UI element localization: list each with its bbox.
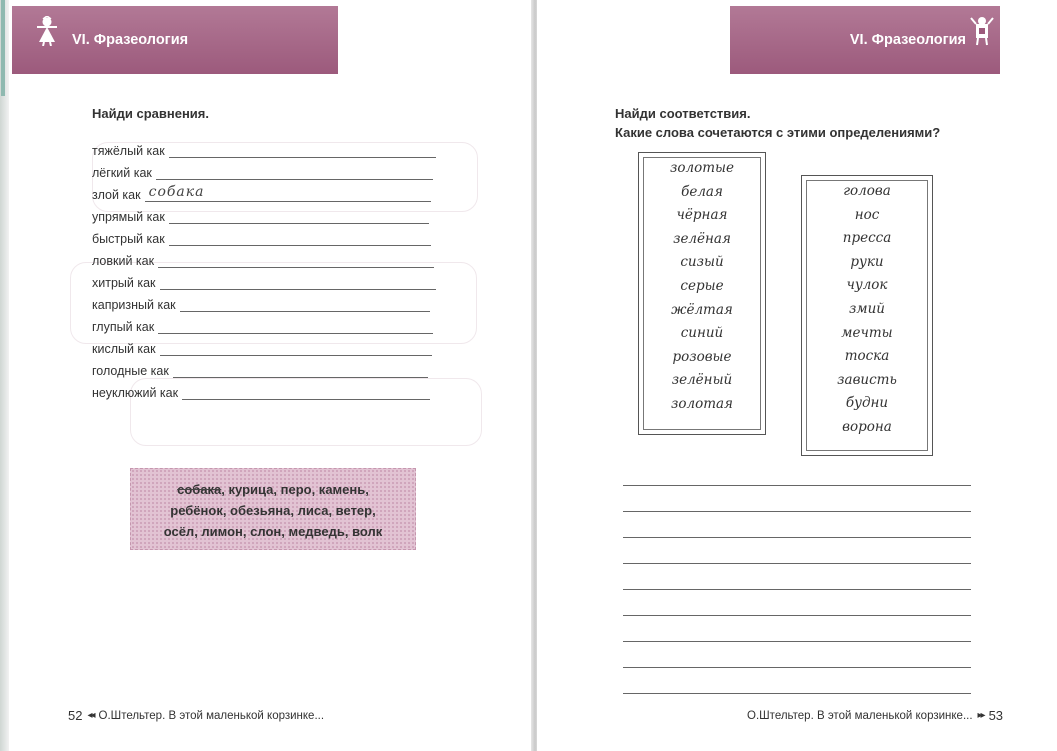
writing-line[interactable] bbox=[623, 511, 971, 512]
handwritten-answer: собака bbox=[148, 184, 205, 200]
answer-line[interactable] bbox=[169, 227, 431, 246]
left-header-title: VI. Фразеология bbox=[72, 32, 189, 48]
writing-line[interactable] bbox=[623, 537, 971, 538]
comparison-row: кислый как bbox=[92, 336, 432, 356]
comparison-row: лёгкий как bbox=[92, 160, 433, 180]
answer-line[interactable] bbox=[182, 381, 430, 400]
writing-line[interactable] bbox=[623, 485, 971, 486]
noun-word[interactable]: тоска bbox=[844, 348, 890, 365]
noun-word[interactable]: нос bbox=[854, 206, 880, 223]
adjective-word[interactable]: золотые bbox=[670, 160, 734, 176]
right-task-title: Найди соответствия. Какие слова сочетаются с этими определениями? bbox=[615, 106, 941, 140]
word-bank: собака, курица, перо, камень, ребёнок, обезьяна, лиса, ветер, осёл, лимон, слон, медведь, волк bbox=[130, 468, 416, 550]
right-footer bbox=[747, 708, 1003, 723]
comparison-row: быстрый как bbox=[92, 226, 431, 246]
noun-word[interactable]: мечты bbox=[841, 324, 893, 341]
comparison-row: капризный как bbox=[92, 292, 430, 312]
answer-line[interactable] bbox=[158, 315, 433, 334]
noun-word[interactable]: пресса bbox=[842, 230, 892, 247]
right-header bbox=[730, 6, 1000, 74]
answer-line[interactable] bbox=[160, 271, 436, 290]
writing-line[interactable] bbox=[623, 615, 971, 616]
left-task-title: Найди сравнения. bbox=[92, 106, 209, 121]
page-number: 53 bbox=[988, 708, 1004, 723]
comparison-row: упрямый как bbox=[92, 204, 429, 224]
answer-line[interactable] bbox=[145, 183, 431, 202]
adjective-word[interactable]: розовые bbox=[672, 348, 732, 365]
noun-word[interactable]: руки bbox=[850, 253, 884, 270]
comparison-row: глупый как bbox=[92, 314, 433, 334]
noun-word[interactable]: змий bbox=[849, 300, 885, 317]
comparison-row: голодные как bbox=[92, 358, 428, 378]
adjective-word[interactable]: зелёная bbox=[673, 230, 731, 247]
writing-line[interactable] bbox=[623, 667, 971, 668]
writing-line[interactable] bbox=[623, 589, 971, 590]
adjective-word[interactable]: жёлтая bbox=[671, 301, 733, 318]
struck-word: собака bbox=[177, 482, 222, 497]
doll-icon bbox=[34, 16, 60, 50]
comparison-row: неуклюжий как bbox=[92, 380, 430, 400]
back-arrows-icon: ◂◂ bbox=[87, 710, 94, 721]
comparison-row: злой как собака bbox=[92, 182, 431, 202]
comparison-row: ловкий как bbox=[92, 248, 434, 268]
writing-line[interactable] bbox=[623, 693, 971, 694]
noun-word[interactable]: будни bbox=[845, 395, 889, 412]
writing-line[interactable] bbox=[623, 563, 971, 564]
noun-word[interactable]: зависть bbox=[837, 371, 897, 388]
answer-line[interactable] bbox=[156, 161, 433, 180]
footer-text: О.Штельтер. В этой маленькой корзинке... bbox=[98, 709, 325, 722]
adjective-word[interactable]: золотая bbox=[670, 395, 733, 412]
page-number: 52 bbox=[68, 708, 83, 723]
comparison-row: тяжёлый как bbox=[92, 138, 436, 158]
adjective-word[interactable]: белая bbox=[681, 183, 723, 200]
forward-arrows-icon: ▸▸ bbox=[977, 710, 984, 721]
writing-line[interactable] bbox=[623, 641, 971, 642]
clown-icon bbox=[970, 16, 994, 50]
answer-line[interactable] bbox=[169, 205, 429, 224]
adjective-word[interactable]: сизый bbox=[680, 254, 724, 271]
noun-word[interactable]: голова bbox=[843, 183, 891, 199]
answer-line[interactable] bbox=[173, 359, 428, 378]
right-header-title: VI. Фразеология bbox=[849, 32, 966, 48]
noun-word[interactable]: ворона bbox=[842, 418, 892, 435]
nouns-column bbox=[801, 175, 933, 456]
left-footer bbox=[68, 708, 324, 723]
answer-line[interactable] bbox=[169, 139, 436, 158]
answer-line[interactable] bbox=[158, 249, 434, 268]
comparison-row: хитрый как bbox=[92, 270, 436, 290]
adjective-word[interactable]: серые bbox=[680, 277, 724, 294]
footer-text: О.Штельтер. В этой маленькой корзинке... bbox=[747, 709, 973, 722]
adjective-word[interactable]: синий bbox=[680, 325, 724, 342]
left-header bbox=[12, 6, 338, 74]
adjective-word[interactable]: зелёный bbox=[671, 372, 733, 389]
binding-strip bbox=[0, 0, 9, 751]
right-page bbox=[537, 0, 1057, 751]
answer-line[interactable] bbox=[180, 293, 430, 312]
adjective-word[interactable]: чёрная bbox=[676, 207, 728, 224]
noun-word[interactable]: чулок bbox=[846, 277, 888, 294]
adjectives-column bbox=[638, 152, 766, 435]
answer-line[interactable] bbox=[160, 337, 432, 356]
